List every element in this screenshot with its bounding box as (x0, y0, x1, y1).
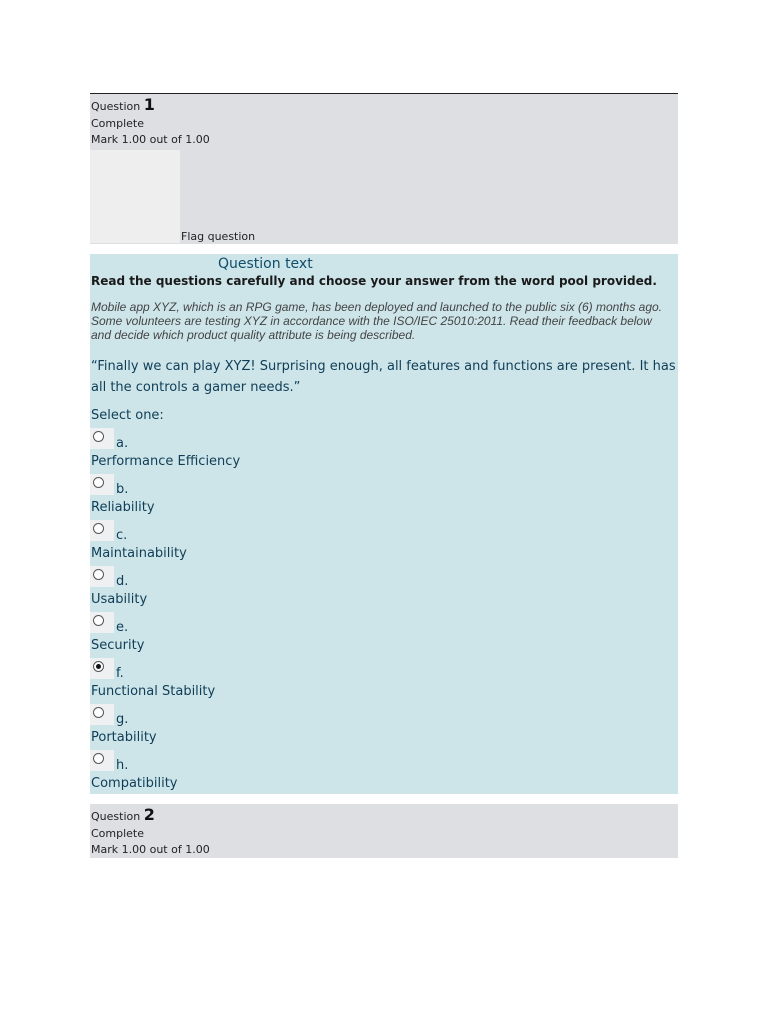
option-label[interactable]: Maintainability (91, 546, 187, 561)
question-1-info (90, 93, 678, 244)
answer-option-f[interactable] (90, 658, 678, 704)
radio-button-selected[interactable] (93, 661, 104, 672)
radio-button[interactable] (93, 477, 104, 488)
question-state: Complete (91, 827, 145, 840)
option-label[interactable]: Usability (91, 592, 148, 607)
radio-button[interactable] (93, 753, 104, 764)
question-2-info (90, 804, 678, 858)
option-letter: e. (116, 620, 129, 635)
question-label: Question (91, 100, 141, 113)
radio-button[interactable] (93, 615, 104, 626)
select-prompt: Select one: (91, 408, 164, 423)
radio-cell (90, 520, 114, 541)
radio-button[interactable] (93, 431, 104, 442)
instruction-text: Read the questions carefully and choose your answer from the word pool provided. (91, 274, 657, 288)
radio-cell (90, 428, 114, 449)
scenario-text: Mobile app XYZ, which is an RPG game, has been deployed and launched to the public six (6) months ago. Some volunteers are testing XYZ in accordance with the ISO/IEC 25010:2011. Read their feedback below and decide which product quality attribute is being described. (91, 300, 663, 342)
radio-cell (90, 750, 114, 771)
feedback-quote: “Finally we can play XYZ! Surprising enough, all features and functions are present. It has all the controls a gamer needs.” (91, 359, 676, 395)
option-label[interactable]: Security (91, 638, 145, 653)
answer-option-c[interactable] (90, 520, 678, 566)
option-letter: b. (116, 482, 129, 497)
question-grade: Mark 1.00 out of 1.00 (91, 843, 210, 856)
question-1-content (90, 254, 678, 794)
option-label[interactable]: Performance Efficiency (91, 454, 241, 469)
question-1-heading (91, 97, 155, 115)
question-grade: Mark 1.00 out of 1.00 (91, 133, 210, 146)
question-number: 1 (143, 95, 155, 114)
answer-option-b[interactable] (90, 474, 678, 520)
radio-button[interactable] (93, 569, 104, 580)
option-letter: f. (116, 666, 124, 681)
question-2-heading (91, 807, 155, 825)
radio-button[interactable] (93, 523, 104, 534)
option-letter: h. (116, 758, 129, 773)
answer-option-d[interactable] (90, 566, 678, 612)
option-letter: g. (116, 712, 129, 727)
radio-cell (90, 566, 114, 587)
option-label[interactable]: Compatibility (91, 776, 178, 791)
answer-option-a[interactable] (90, 428, 678, 474)
option-letter: c. (116, 528, 128, 543)
answer-option-g[interactable] (90, 704, 678, 750)
radio-cell (90, 704, 114, 725)
option-label[interactable]: Portability (91, 730, 157, 745)
answer-option-e[interactable] (90, 612, 678, 658)
question-state: Complete (91, 117, 145, 130)
option-letter: a. (116, 436, 129, 451)
radio-cell (90, 658, 114, 679)
question-text-heading: Question text (218, 256, 313, 272)
question-label: Question (91, 810, 141, 823)
radio-button[interactable] (93, 707, 104, 718)
option-label[interactable]: Functional Stability (91, 684, 216, 699)
radio-cell (90, 612, 114, 633)
option-letter: d. (116, 574, 129, 589)
option-label[interactable]: Reliability (91, 500, 155, 515)
flag-icon[interactable] (90, 150, 180, 243)
question-number: 2 (143, 805, 155, 824)
answer-options (90, 428, 678, 796)
answer-option-h[interactable] (90, 750, 678, 796)
flag-question-link[interactable]: Flag question (181, 230, 256, 243)
radio-cell (90, 474, 114, 495)
